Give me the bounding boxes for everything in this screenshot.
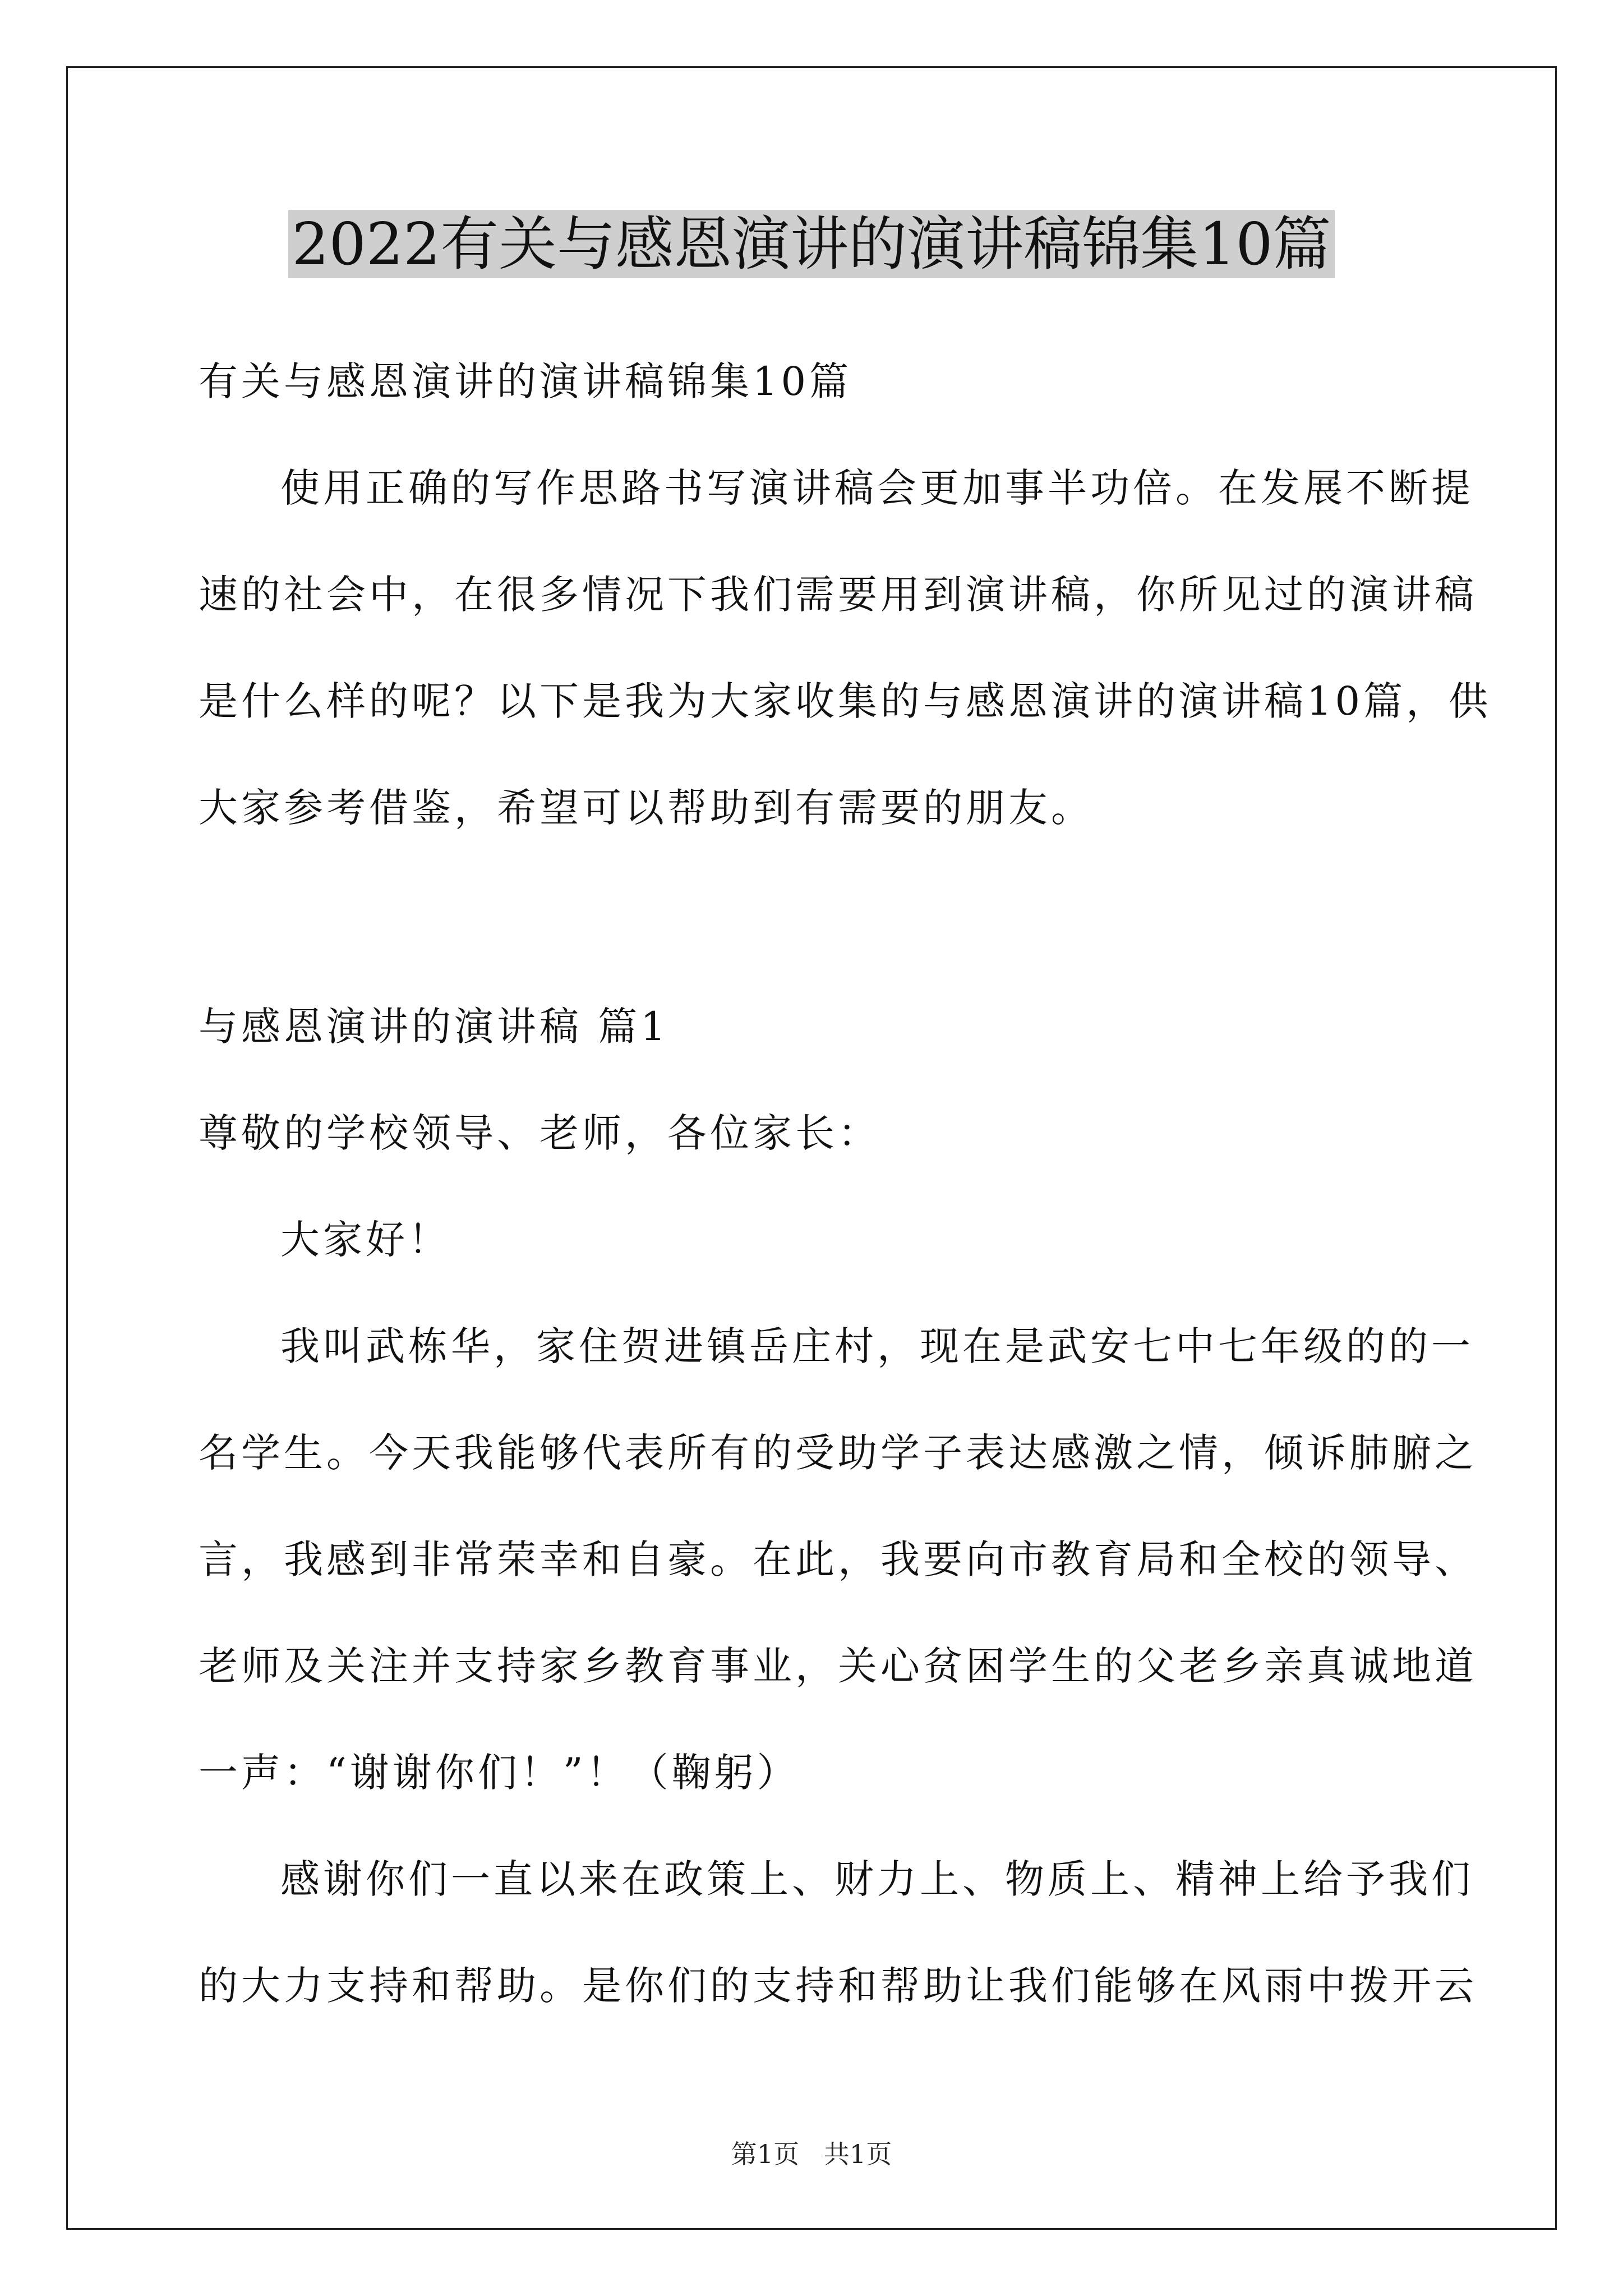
section-heading: 与感恩演讲的演讲稿 篇1 (199, 1004, 669, 1050)
intro-line-4: 大家参考借鉴，希望可以帮助到有需要的朋友。 (199, 785, 1094, 831)
para1-line-3: 言，我感到非常荣幸和自豪。在此，我要向市教育局和全校的领导、 (199, 1536, 1477, 1582)
para1-line-2: 名学生。今天我能够代表所有的受助学子表达感激之情，倾诉肺腑之 (199, 1430, 1477, 1476)
page-footer: 第1页 共1页 (731, 2139, 892, 2169)
greeting: 大家好！ (280, 1217, 451, 1263)
para1-line-4: 老师及关注并支持家乡教育事业，关心贫困学生的父老乡亲真诚地道 (199, 1643, 1477, 1689)
document-title-text: 2022有关与感恩演讲的演讲稿锦集10篇 (288, 210, 1334, 278)
para1-line-1: 我叫武栋华，家住贺进镇岳庄村，现在是武安七中七年级的的一 (280, 1323, 1474, 1369)
para1-line-5: 一声：“谢谢你们！”！（鞠躬） (199, 1750, 800, 1796)
intro-line-2: 速的社会中，在很多情况下我们需要用到演讲稿，你所见过的演讲稿 (199, 572, 1477, 618)
intro-line-1: 使用正确的写作思路书写演讲稿会更加事半功倍。在发展不断提 (280, 465, 1474, 511)
para2-line-2: 的大力支持和帮助。是你们的支持和帮助让我们能够在风雨中拨开云 (199, 1963, 1477, 2009)
document-subtitle: 有关与感恩演讲的演讲稿锦集10篇 (199, 358, 852, 404)
intro-line-3: 是什么样的呢？以下是我为大家收集的与感恩演讲的演讲稿10篇，供 (199, 678, 1492, 724)
document-title (0, 205, 1623, 283)
para2-line-1: 感谢你们一直以来在政策上、财力上、物质上、精神上给予我们 (280, 1856, 1474, 1902)
salutation: 尊敬的学校领导、老师，各位家长： (199, 1110, 880, 1156)
